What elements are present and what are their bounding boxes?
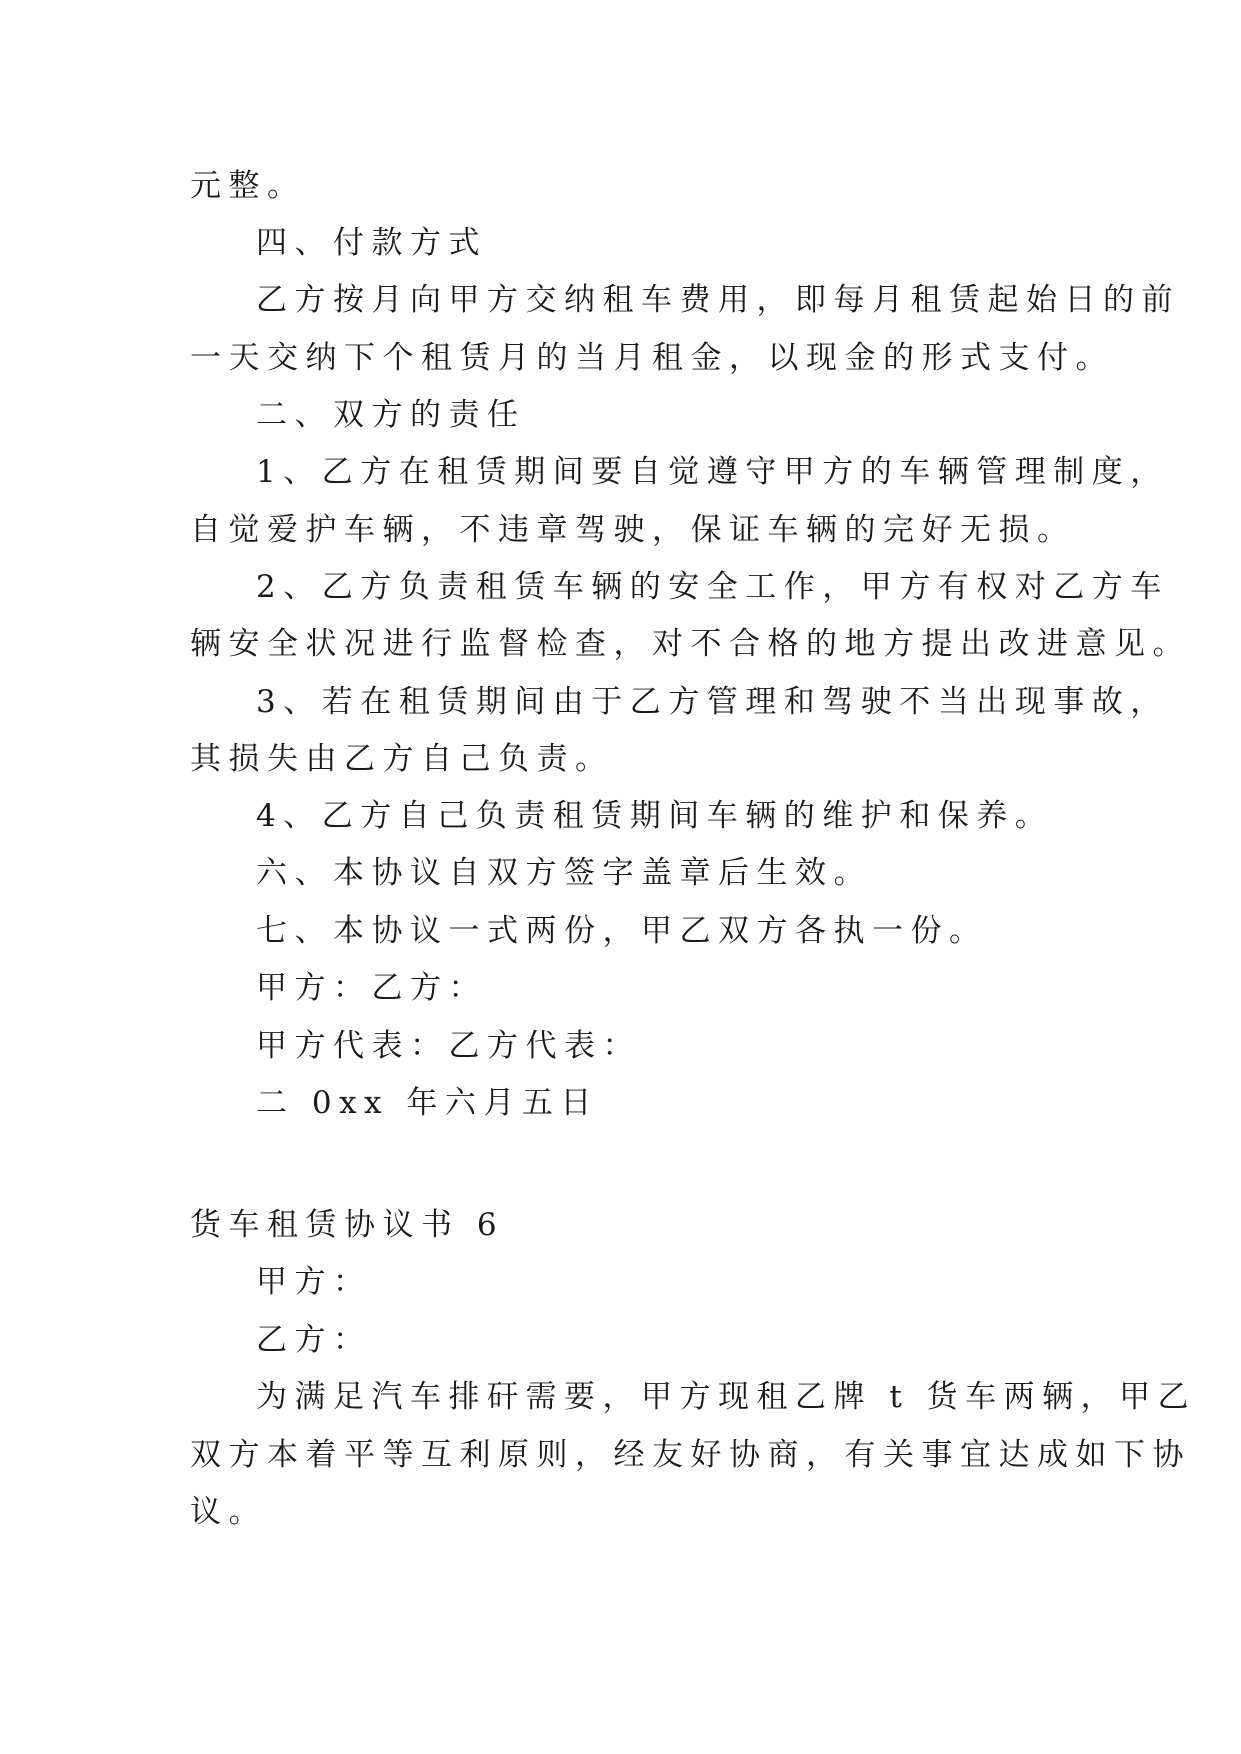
signature-line: 甲方：乙方： xyxy=(256,970,487,1006)
text-line: 乙方按月向甲方交纳租车费用，即每月租赁起始日的前 xyxy=(256,282,1180,318)
text-line: 自觉爱护车辆，不违章驾驶，保证车辆的完好无损。 xyxy=(190,512,1076,548)
document-title: 货车租赁协议书 6 xyxy=(190,1207,505,1243)
section-heading: 二、双方的责任 xyxy=(256,397,526,433)
text-line: 辆安全状况进行监督检查，对不合格的地方提出改进意见。 xyxy=(190,626,1191,662)
text-line: 2、乙方负责租赁车辆的安全工作，甲方有权对乙方车 xyxy=(256,569,1169,605)
text-line: 其损失由乙方自己负责。 xyxy=(190,741,614,777)
text-line: 一天交纳下个租赁月的当月租金，以现金的形式支付。 xyxy=(190,340,1114,376)
text-line: 双方本着平等互利原则，经友好协商，有关事宜达成如下协 xyxy=(190,1437,1191,1473)
date-line: 二 0xx 年六月五日 xyxy=(256,1085,599,1121)
text-line: 议。 xyxy=(190,1494,267,1530)
section-heading: 四、付款方式 xyxy=(256,225,487,261)
party-line: 乙方： xyxy=(256,1322,372,1358)
text-line: 六、本协议自双方签字盖章后生效。 xyxy=(256,855,872,891)
text-line: 4、乙方自己负责租赁期间车辆的维护和保养。 xyxy=(256,798,1054,834)
text-line: 1、乙方在租赁期间要自觉遵守甲方的车辆管理制度， xyxy=(256,454,1169,490)
text-line: 七、本协议一式两份，甲乙双方各执一份。 xyxy=(256,913,988,949)
text-line: 为满足汽车排矸需要，甲方现租乙牌 t 货车两辆，甲乙 xyxy=(256,1379,1197,1415)
party-line: 甲方： xyxy=(256,1264,372,1300)
text-line: 3、若在租赁期间由于乙方管理和驾驶不当出现事故， xyxy=(256,684,1169,720)
text-line: 元整。 xyxy=(190,168,306,204)
signature-line: 甲方代表：乙方代表： xyxy=(256,1028,641,1064)
